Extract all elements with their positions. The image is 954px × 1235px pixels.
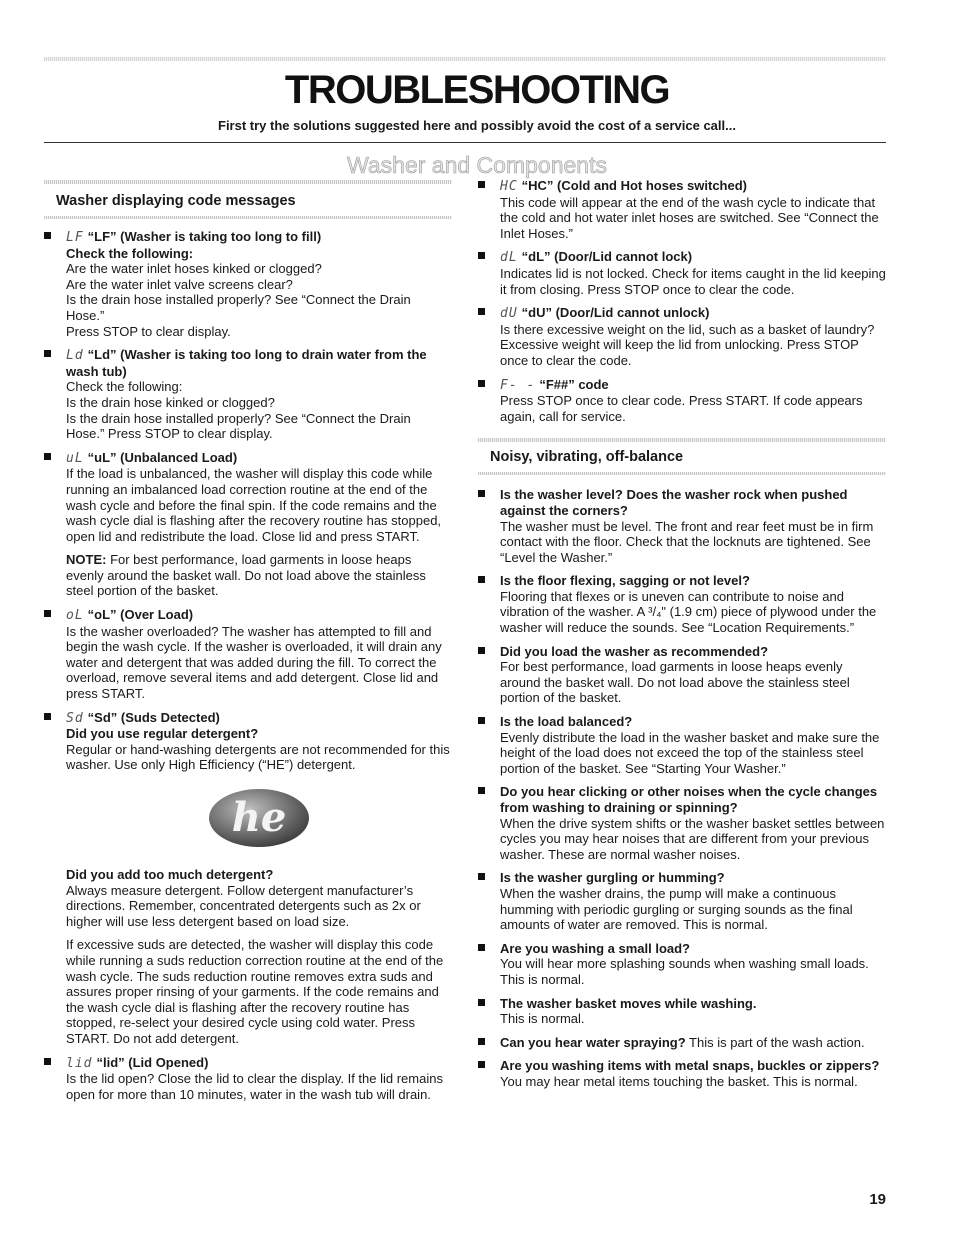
- noise-item: [478, 941, 886, 988]
- header-rule: [44, 142, 886, 143]
- sd-code: Sd: [66, 710, 84, 726]
- noise-item-head: Is the washer level? Does the washer rock when pushed against the corners?: [500, 487, 848, 518]
- page-title: TROUBLESHOOTING: [284, 68, 670, 112]
- bullet: [478, 999, 485, 1006]
- noise-item-text: The washer must be level. The front and rear feet must be in firm contact with the floor. Check that the locknuts are tightened. See “Level the Washer.”: [500, 518, 874, 565]
- he-logo-text: he: [231, 794, 287, 841]
- top-hatch-bar: [44, 57, 886, 61]
- f-text: Press STOP once to clear code. Press START. If code appears again, call for service.: [500, 393, 863, 424]
- right-heading-hatch-bottom: [478, 472, 886, 475]
- bullet: [478, 873, 485, 880]
- suds-text: If excessive suds are detected, the washer will display this code while running a suds reduction correction routine at the end of the wash cycle. The suds reduction routine removes extra suds and assures proper rinsing of your garments. If the code remains and the wash cycle dial is flashing after the recovery routine has stopped, re-select your desired cycle using cold water. Press START. Do not add detergent.: [66, 937, 444, 1046]
- sd-sub: Did you use regular detergent?: [66, 726, 259, 742]
- ol-code-item: [44, 607, 452, 702]
- f-code-item: [478, 377, 886, 425]
- he-logo-icon: [204, 787, 314, 849]
- noise-item: [478, 714, 886, 776]
- right-heading-hatch: [478, 438, 886, 442]
- too-much-text: Always measure detergent. Follow detergent manufacturer’s directions. Remember, concentrated detergents such as 2x or higher will use less detergent based on load size.: [66, 882, 421, 929]
- ul-code-item: [44, 450, 452, 545]
- lf-head: “LF” (Washer is taking too long to fill): [87, 229, 322, 244]
- dl-code-item: [478, 249, 886, 297]
- noisy-heading: Noisy, vibrating, off-balance: [490, 449, 684, 466]
- hc-code-item: [478, 178, 886, 241]
- page-subtitle: First try the solutions suggested here and possibly avoid the cost of a service call...: [218, 118, 736, 133]
- sd-code-item: [44, 710, 452, 773]
- ld-line: Check the following:: [66, 379, 183, 395]
- du-code: dU: [500, 306, 518, 322]
- hc-head: “HC” (Cold and Hot hoses switched): [521, 178, 747, 193]
- lf-line: Are the water inlet hoses kinked or clogged?: [66, 261, 322, 277]
- left-heading-hatch-bottom: [44, 216, 452, 219]
- note-label: NOTE:: [66, 552, 107, 568]
- bullet: [44, 610, 51, 617]
- bullet: [478, 490, 485, 497]
- note-text: For best performance, load garments in loose heaps evenly around the basket wall. Do not load above the stainless steel portion of the basket.: [66, 552, 426, 599]
- ul-code: uL: [66, 450, 84, 466]
- bullet: [478, 308, 485, 315]
- sd-text: Regular or hand-washing detergents are not recommended for this washer. Use only High Efficiency (“HE”) detergent.: [66, 741, 450, 773]
- hc-code: HC: [500, 179, 518, 194]
- sd-head: “Sd” (Suds Detected): [87, 709, 220, 725]
- bullet: [478, 647, 485, 654]
- dl-text: Indicates lid is not locked. Check for items caught in the lid keeping it from closing. Press STOP once to clear the code.: [500, 265, 886, 297]
- noise-item: [478, 573, 886, 635]
- noise-item: [478, 784, 886, 862]
- bullet: [478, 380, 485, 387]
- noise-item-text: When the drive system shifts or the washer basket settles between cycles you may hear noises that are different from your previous washer. These are normal washer noises.: [500, 815, 885, 862]
- noise-item-head: Did you load the washer as recommended?: [500, 643, 769, 659]
- ol-head: “oL” (Over Load): [87, 607, 194, 623]
- noise-item: [478, 870, 886, 932]
- bullet: [44, 232, 51, 239]
- noise-item-text: You will hear more splashing sounds when washing small loads. This is normal.: [500, 956, 869, 987]
- ol-code: oL: [66, 608, 84, 624]
- du-text: Is there excessive weight on the lid, such as a basket of laundry? Excessive weight will keep the lid from unlocking. Press STOP once to clear the code.: [500, 321, 875, 368]
- metal-item: [478, 1058, 886, 1089]
- lf-code-item: [44, 229, 452, 339]
- ld-code-item: [44, 347, 452, 442]
- f-code: F- -: [500, 377, 536, 393]
- spray-head: Can you hear water spraying?: [500, 1034, 686, 1050]
- ld-line: Is the drain hose kinked or clogged?: [66, 394, 275, 410]
- dl-head: “dL” (Door/Lid cannot lock): [521, 249, 693, 265]
- bullet: [478, 1038, 485, 1045]
- code-messages-heading: Washer displaying code messages: [56, 193, 296, 209]
- spray-item: [478, 1035, 886, 1051]
- ul-head: “uL” (Unbalanced Load): [87, 449, 238, 465]
- lf-line: Press STOP to clear display.: [66, 323, 231, 339]
- too-much-head: Did you add too much detergent?: [66, 867, 274, 882]
- bullet: [478, 252, 485, 259]
- note-paragraph: [44, 552, 452, 599]
- bullet: [44, 453, 51, 460]
- noise-item-head: Is the load balanced?: [500, 714, 633, 730]
- left-column: [44, 180, 452, 1110]
- lf-line: Is the drain hose installed properly? See “Connect the Drain Hose.”: [66, 292, 411, 323]
- he-logo: [204, 787, 314, 849]
- noise-item-text: For best performance, load garments in loose heaps evenly around the basket wall. Do not load above the stainless steel portion of the basket.: [500, 659, 850, 706]
- lid-code: lid: [66, 1055, 93, 1071]
- bullet: [478, 576, 485, 583]
- bullet: [478, 787, 485, 794]
- noise-item-text: When the washer drains, the pump will make a continuous humming with periodic gurgling or surging sounds as the final amounts of water are removed. This is normal.: [500, 885, 853, 933]
- lf-code: LF: [66, 230, 84, 245]
- noise-item-text: This is normal.: [500, 1011, 585, 1027]
- f-head: “F##” code: [539, 376, 609, 392]
- page-number: 19: [869, 1191, 886, 1208]
- metal-head: Are you washing items with metal snaps, buckles or zippers?: [500, 1058, 880, 1074]
- left-heading-hatch: [44, 180, 452, 184]
- du-head: “dU” (Door/Lid cannot unlock): [521, 305, 710, 321]
- noise-item-head: Is the floor flexing, sagging or not level?: [500, 573, 750, 589]
- noise-item-head: Are you washing a small load?: [500, 940, 690, 956]
- noise-item: [478, 487, 886, 565]
- ol-text: Is the washer overloaded? The washer has attempted to fill and begin the wash cycle. If the washer is overloaded, it will drain any water and detergent that was added during the fill. To correct the overload, remove several items and add detergent. Close lid and press START.: [66, 623, 442, 702]
- noise-item: [478, 996, 886, 1027]
- bullet: [478, 717, 485, 724]
- noise-item: [478, 644, 886, 706]
- bullet: [44, 713, 51, 720]
- noise-item-head: Is the washer gurgling or humming?: [500, 870, 725, 886]
- bullet: [44, 350, 51, 357]
- lf-line: Are the water inlet valve screens clear?: [66, 276, 293, 292]
- lid-text: Is the lid open? Close the lid to clear the display. If the lid remains open for more than 10 minutes, water in the wash tub will drain.: [66, 1071, 443, 1102]
- bullet: [478, 181, 485, 188]
- lid-code-item: [44, 1055, 452, 1103]
- noise-item-text: Flooring that flexes or is uneven can contribute to noise and vibration of the washer. A ³/₄" (1.9 cm) piece of plywood under the washer will reduce the sounds. See “Location Requirements.”: [500, 588, 877, 636]
- noise-list: [478, 487, 886, 1026]
- dl-code: dL: [500, 250, 518, 266]
- ul-text: If the load is unbalanced, the washer will display this code while running an imbalanced load correction routine at the end of the wash cycle and before the final spin. If the code remains and the wash cycle dial is flashing after the recovery routine has stopped, open lid and redistribute the load. Close lid and press START.: [66, 466, 442, 544]
- bullet: [44, 1058, 51, 1065]
- bullet: [478, 1061, 485, 1068]
- noise-item-text: Evenly distribute the load in the washer basket and make sure the height of the load does not exceed the top of the stainless steel portion of the basket. See “Starting Your Washer.”: [500, 729, 880, 776]
- ld-line: Is the drain hose installed properly? See “Connect the Drain Hose.” Press STOP to clear display.: [66, 410, 411, 442]
- bullet: [478, 944, 485, 951]
- noise-item-head: The washer basket moves while washing.: [500, 995, 757, 1011]
- noise-item-head: Do you hear clicking or other noises when the cycle changes from washing to draining or spinning?: [500, 784, 878, 815]
- section-title: Washer and Components: [347, 152, 607, 178]
- du-code-item: [478, 305, 886, 368]
- lid-head: “lid” (Lid Opened): [96, 1054, 209, 1070]
- hc-text: This code will appear at the end of the wash cycle to indicate that the cold and hot water inlet hoses are switched. See “Connect the Inlet Hoses.”: [500, 194, 879, 241]
- ld-code: Ld: [66, 348, 84, 364]
- ld-head: “Ld” (Washer is taking too long to drain water from the wash tub): [66, 347, 427, 379]
- lf-sub: Check the following:: [66, 245, 194, 261]
- metal-text: You may hear metal items touching the basket. This is normal.: [500, 1073, 858, 1089]
- right-column: [478, 178, 886, 1098]
- spray-text: This is part of the wash action.: [685, 1034, 865, 1050]
